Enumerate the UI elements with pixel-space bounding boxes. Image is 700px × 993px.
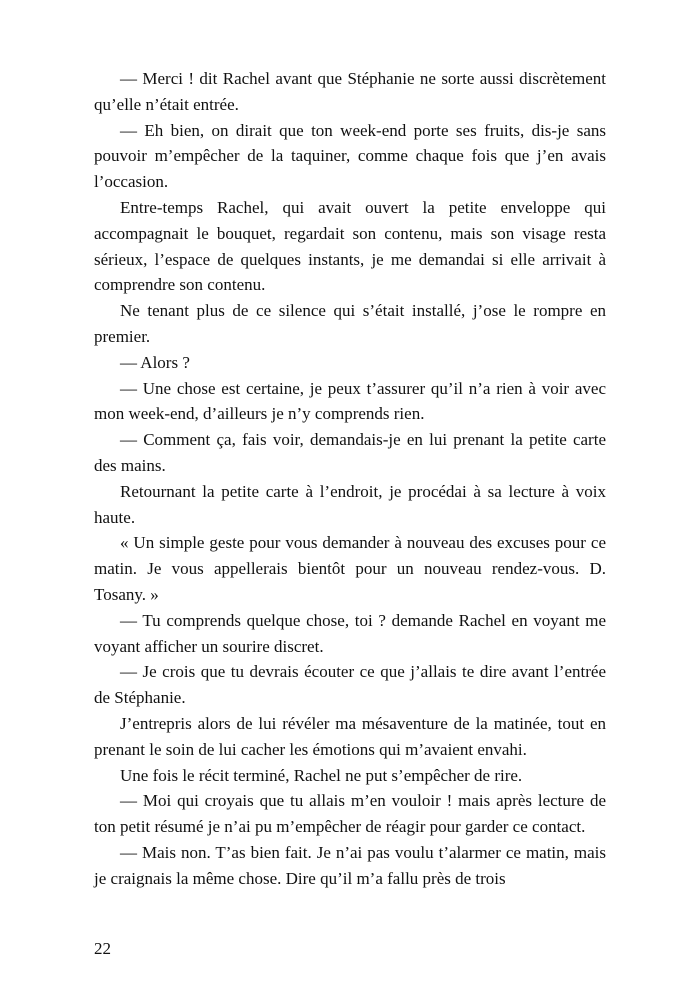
paragraph-12: J’entrepris alors de lui révéler ma mésaventure de la matinée, tout en prenant le soin de lui cacher les émotions qui m’avaient envahi. — [94, 713, 606, 759]
paragraph-9: « Un simple geste pour vous demander à nouveau des excuses pour ce matin. Je vous appellerais bientôt pour un nouveau rendez-vous. D. Tosany. » — [94, 533, 606, 604]
paragraph-7: — Comment ça, fais voir, demandais-je en lui prenant la petite carte des mains. — [94, 430, 606, 475]
paragraph-6: — Une chose est certaine, je peux t’assurer qu’il n’a rien à voir avec mon week-end, d’ailleurs je n’y comprends rien. — [94, 378, 606, 424]
page-number: 22 — [94, 939, 111, 958]
paragraph-5: — Alors ? — [120, 352, 190, 372]
paragraph-13: Une fois le récit terminé, Rachel ne put s’empêcher de rire. — [120, 765, 523, 785]
paragraph-8: Retournant la petite carte à l’endroit, je procédai à sa lecture à voix haute. — [94, 481, 606, 527]
paragraph-11: — Je crois que tu devrais écouter ce que j’allais te dire avant l’entrée de Stéphanie. — [94, 662, 606, 708]
paragraph-10: — Tu comprends quelque chose, toi ? demande Rachel en voyant me voyant afficher un sourire discret. — [94, 610, 606, 656]
paragraph-2: — Eh bien, on dirait que ton week-end porte ses fruits, dis-je sans pouvoir m’empêcher de la taquiner, comme chaque fois que j’en avais l’occasion. — [94, 120, 606, 192]
paragraph-4: Ne tenant plus de ce silence qui s’était installé, j’ose le rompre en premier. — [94, 301, 606, 346]
paragraph-15: — Mais non. T’as bien fait. Je n’ai pas voulu t’alarmer ce matin, mais je craignais la même chose. Dire qu’il m’a fallu près de trois — [94, 842, 606, 888]
paragraph-3: Entre-temps Rachel, qui avait ouvert la petite enveloppe qui accompagnait le bouquet, regardait son contenu, mais son visage resta sérieux, l’espace de quelques instants, je me demandai si elle arrivait à comprendre son contenu. — [94, 197, 606, 295]
book-page-text — [94, 66, 606, 892]
paragraph-14: — Moi qui croyais que tu allais m’en vouloir ! mais après lecture de ton petit résumé je n’ai pu m’empêcher de réagir pour garder ce contact. — [94, 791, 606, 837]
paragraph-1: — Merci ! dit Rachel avant que Stéphanie ne sorte aussi discrètement qu’elle n’était entrée. — [94, 69, 606, 114]
